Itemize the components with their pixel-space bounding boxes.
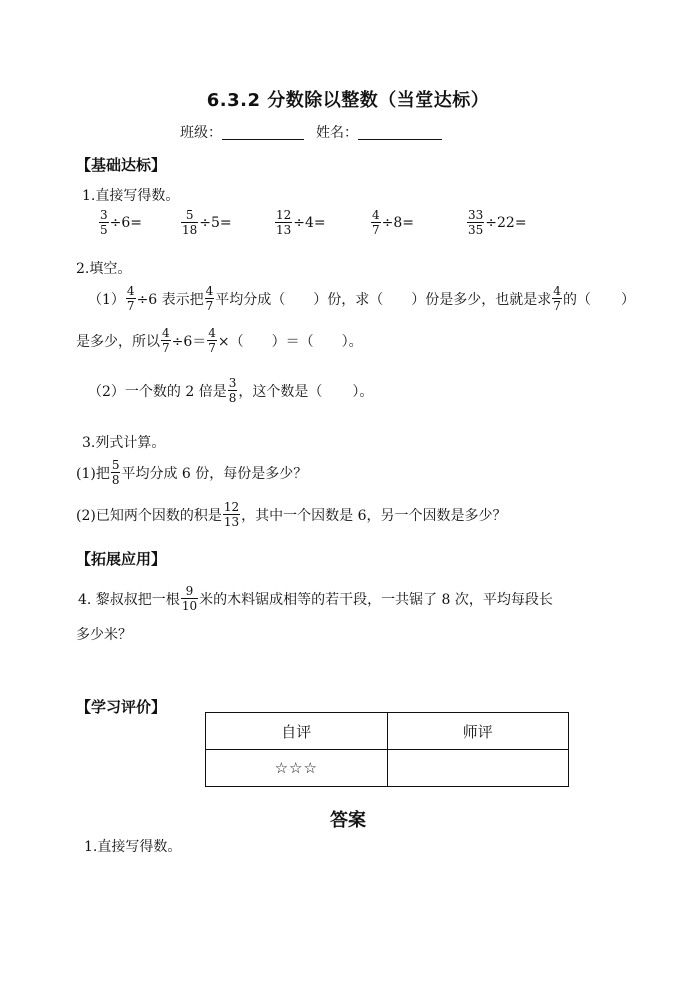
q4-text-b: 米的木料锯成相等的若干段，一共锯了 8 次，平均每段长: [199, 591, 553, 608]
q2-part1-text2: 平均分成（: [215, 291, 286, 308]
q3-part1-text-a: (1)把: [76, 465, 110, 482]
q2-part1-text6: ）: [620, 291, 635, 308]
q2-part2-text: ，这个数是（: [238, 383, 323, 400]
q2-part1-line2-text-a: 是多少，所以: [76, 333, 160, 350]
q2-part1-line2-text-b: ÷6＝: [171, 333, 207, 350]
q4-frac-den: 10: [181, 599, 198, 613]
q3-part2-text-b: ，其中一个因数是 6，另一个因数是多少？: [241, 507, 507, 524]
q2-part2-line: [88, 376, 373, 405]
q3-part2-frac-den: 13: [223, 515, 240, 529]
q2-part2-prefix: （2）一个数的 2 倍是: [88, 383, 227, 400]
q3-part2-text-a: (2)已知两个因数的积是: [76, 507, 222, 524]
q1-item-1: [98, 208, 142, 237]
q3-part1-frac-num: 5: [111, 458, 120, 472]
class-label: 班级：: [180, 125, 222, 141]
q1-item-5-num: 33: [468, 208, 484, 222]
q2-part1-frac2-num: 4: [205, 284, 214, 298]
q1-item-4-rest: ÷8=: [381, 214, 415, 231]
q3-label: 3.列式计算。: [82, 435, 166, 451]
q4-line2: 多少米？: [76, 627, 132, 643]
section-basic-heading: 【基础达标】: [76, 156, 167, 174]
q2-part1-line2-text-c: ×（: [217, 333, 244, 350]
q2-part1-text1: ÷6 表示把: [136, 291, 204, 308]
name-label: 姓名：: [316, 125, 358, 141]
q3-part1-text-b: 平均分成 6 份，每份是多少？: [121, 465, 308, 482]
q1-item-3-den: 13: [276, 223, 292, 237]
q2-part1-frac5-num: 4: [208, 326, 216, 340]
q1-item-2-num: 5: [185, 208, 194, 222]
teacher-eval-cell[interactable]: [387, 750, 569, 787]
q2-part1-line2: [76, 326, 363, 355]
class-blank[interactable]: [222, 125, 304, 140]
q1-item-4-den: 7: [372, 223, 380, 237]
q2-part1-frac4-num: 4: [162, 326, 170, 340]
q1-item-2-den: 18: [182, 223, 198, 237]
q4-text-a: 4. 黎叔叔把一根: [78, 591, 180, 608]
q1-item-2: [180, 208, 232, 237]
q2-part1-text3: ）份，求（: [313, 291, 384, 308]
q2-part1-frac2-den: 7: [205, 299, 214, 313]
q2-part1-frac3-den: 7: [553, 299, 561, 313]
q2-part1-frac1-num: 4: [126, 284, 135, 298]
q2-part2-frac-num: 3: [228, 376, 237, 390]
q1-item-3: [274, 208, 326, 237]
q1-label: 1.直接写得数。: [82, 188, 180, 204]
self-eval-stars[interactable]: ☆☆☆: [206, 750, 388, 787]
q1-item-3-rest: ÷4=: [293, 214, 326, 231]
q2-part1-text5: 的（: [562, 291, 591, 308]
q2-label: 2.填空。: [76, 261, 132, 277]
q2-part2-frac-den: 8: [228, 391, 237, 405]
q3-part1-frac-den: 8: [111, 473, 120, 487]
q1-item-5-rest: ÷22=: [485, 214, 527, 231]
answer-first-item: 1.直接写得数。: [84, 839, 182, 855]
q2-part1-frac4-den: 7: [162, 341, 170, 355]
evaluation-value-row: [206, 750, 569, 787]
q1-item-1-num: 3: [100, 208, 108, 222]
q1-item-5-den: 35: [468, 223, 484, 237]
q2-part1-line2-text-d: ）＝（: [271, 333, 314, 350]
page-title: 6.3.2 分数除以整数（当堂达标）: [206, 90, 490, 111]
section-evaluation-heading: 【学习评价】: [76, 698, 167, 716]
answer-title: 答案: [330, 810, 366, 831]
q3-part2-line: [76, 500, 506, 529]
q1-item-4-num: 4: [372, 208, 380, 222]
q1-item-1-rest: ÷6=: [109, 214, 143, 231]
q2-part1-line2-text-e: ）。: [341, 333, 363, 350]
teacher-eval-header: 师评: [387, 713, 569, 750]
q1-item-4: [370, 208, 414, 237]
q3-part1-line: [76, 458, 307, 487]
name-blank[interactable]: [358, 125, 442, 140]
q2-part1-frac5-den: 7: [208, 341, 216, 355]
q2-part1-line1: [88, 284, 635, 313]
section-extend-heading: 【拓展应用】: [76, 550, 167, 568]
q2-part1-frac1-den: 7: [126, 299, 135, 313]
q1-item-5: [466, 208, 527, 237]
self-eval-header: 自评: [206, 713, 388, 750]
q2-part1-prefix: （1）: [88, 291, 125, 308]
evaluation-header-row: [206, 713, 569, 750]
q1-item-3-num: 12: [276, 208, 292, 222]
q4-frac-num: 9: [185, 584, 194, 598]
q1-item-1-den: 5: [100, 223, 108, 237]
q2-part1-text4: ）份是多少，也就是求: [411, 291, 552, 308]
q2-part2-end: ）。: [352, 383, 374, 400]
q3-part2-frac-num: 12: [223, 500, 240, 514]
evaluation-table: [205, 712, 569, 787]
student-info-line: [180, 122, 442, 142]
q1-item-2-rest: ÷5=: [199, 214, 232, 231]
q2-part1-frac3-num: 4: [553, 284, 561, 298]
q4-line1: [78, 584, 553, 613]
